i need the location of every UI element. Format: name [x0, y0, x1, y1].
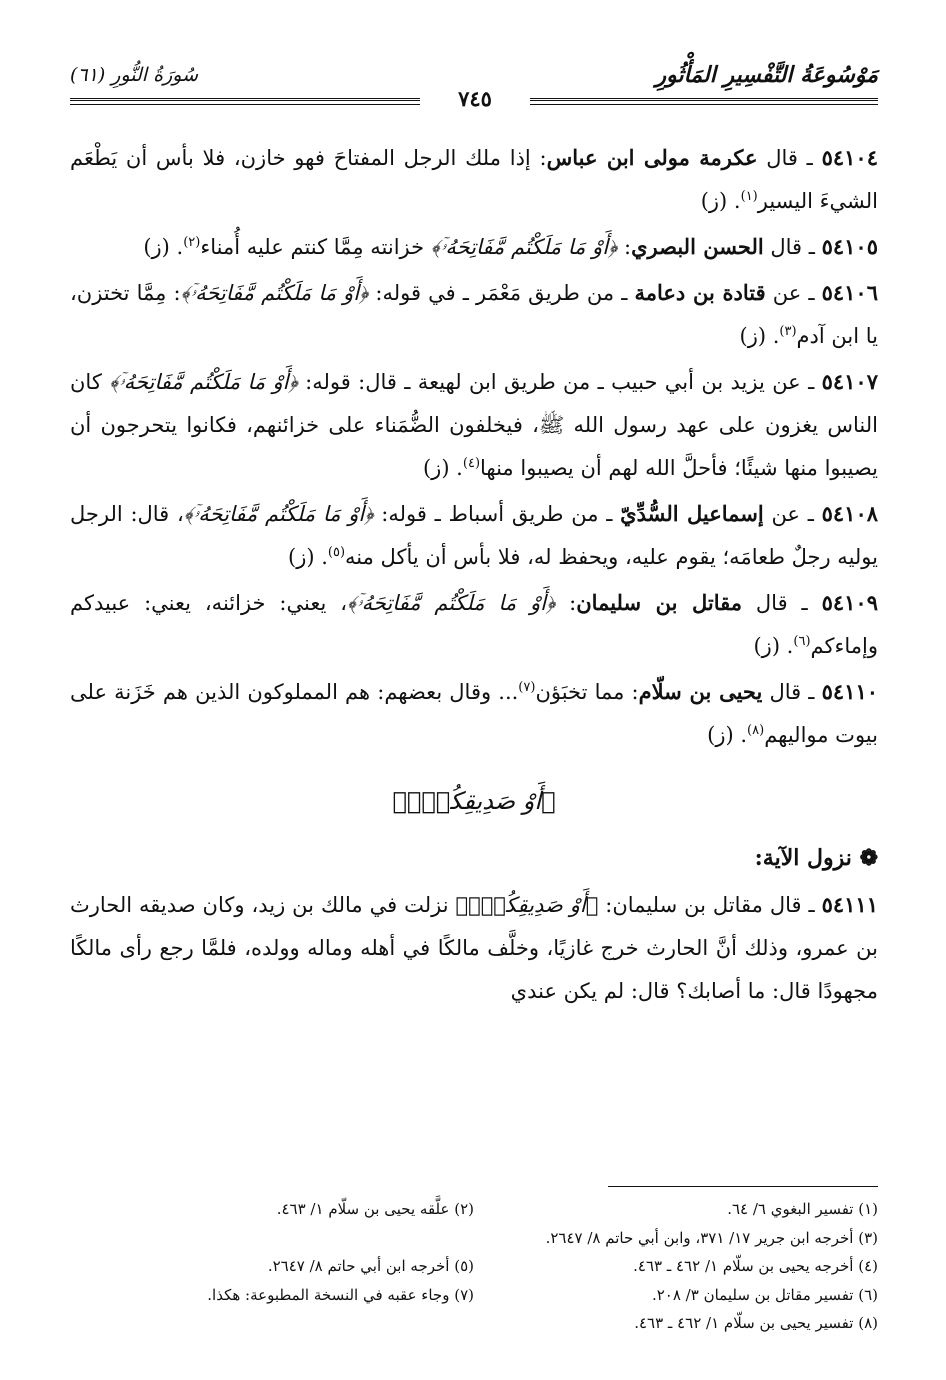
- entry: [70, 136, 878, 223]
- footnote-ref: (٧): [518, 680, 536, 695]
- entry-number: ٥٤١٠٦: [821, 280, 878, 305]
- entry-text: ... وقال بعضهم: هم المملوكون الذين هم خَزَنة على بيوت مواليهم: [70, 680, 878, 747]
- footnote-ref: (٨): [747, 723, 765, 738]
- footnote: (٥) أخرجه ابن أبي حاتم ٨/ ٢٦٤٧.: [267, 1257, 474, 1276]
- entry-text: ـ من طريق أسباط ـ قوله:: [373, 502, 621, 526]
- entry-text: ـ من طريق مَعْمَر ـ في قوله:: [368, 281, 635, 305]
- footnote-ref: (٥): [327, 545, 346, 560]
- quran-quote: ﴿أَوْ صَدِيقِكُمْۚ﴾: [455, 893, 599, 917]
- footnote-ref: (١): [740, 189, 758, 204]
- book-title: مَوْسُوعَةُ التَّفْسِيرِ المَأْثُورِ: [655, 62, 878, 88]
- footnote: (٢) علَّقه يحيى بن سلّام ١/ ٤٦٣.: [276, 1200, 474, 1218]
- entry-list-2: [70, 883, 878, 1013]
- entry: [70, 670, 878, 757]
- entry-text: . (ز): [707, 723, 748, 747]
- footnote-rule: [608, 1186, 878, 1187]
- footnote-row: [70, 1252, 878, 1281]
- entry-text: :: [555, 591, 577, 615]
- surah-title: سُورَةُ النُّورِ (٦١): [70, 64, 198, 86]
- footnote-row: [70, 1195, 878, 1224]
- entry-text: ـ عن يزيد بن أبي حبيب ـ من طريق ابن لهيعة ـ قال: قوله:: [297, 370, 822, 394]
- entry-text: خزانته مِمَّا كنتم عليه أُمناء: [200, 235, 431, 259]
- footnote-ref: (٢): [183, 235, 201, 250]
- quran-quote: ﴿أَوْ مَا مَلَكْتُم مَّفَاتِحَهُۥٓ﴾: [347, 591, 556, 615]
- narrator-name: قتادة بن دعامة: [634, 280, 766, 305]
- footnote: (٣) أخرجه ابن جرير ١٧/ ٣٧١، وابن أبي حاتم ٨/ ٢٦٤٧.: [545, 1228, 878, 1247]
- entry-number: ٥٤١٠٥: [821, 234, 878, 259]
- entry-text: ، يعني: خزائنه، يعني: عبيدكم وإماءكم: [70, 591, 878, 658]
- entry-text: ، قال: الرجل يوليه رجلٌ طعامَه؛ يقوم عليه، ويحفظ له، فلا بأس أن يأكل منه: [70, 502, 878, 569]
- entry-number: ٥٤١٠٨: [821, 501, 879, 526]
- narrator-name: الحسن البصري: [631, 234, 764, 259]
- quran-quote: ﴿أَوْ مَا مَلَكْتُم مَّفَاتِحَهُۥٓ﴾: [109, 370, 298, 394]
- section-title: نزول الآية:: [754, 845, 852, 871]
- narrator-name: عكرمة مولى ابن عباس: [546, 145, 758, 170]
- entry-text: . (ز): [422, 456, 463, 480]
- footnote: (٤) أخرجه يحيى بن سلّام ١/ ٤٦٢ ـ ٤٦٣.: [633, 1257, 878, 1276]
- footnote-list: [70, 1195, 878, 1338]
- entry: [70, 360, 878, 490]
- page-number: ٧٤٥: [420, 86, 530, 111]
- entry-number: ٥٤١١٠: [821, 679, 879, 704]
- footnote-row: [70, 1309, 878, 1338]
- entry-number: ٥٤١٠٤: [821, 145, 878, 170]
- entry-text: : مِمَّا تختزن، يا ابن آدم: [70, 281, 878, 348]
- entry: [70, 271, 878, 358]
- entry-number: ٥٤١١١: [821, 892, 878, 917]
- entry-text: ـ قال: [762, 680, 822, 704]
- entry-text: : إذا ملك الرجل المفتاحَ فهو خازن، فلا بأس أن يَطْعَم الشيءَ اليسير: [70, 146, 878, 213]
- page: [70, 58, 879, 1333]
- footnote: (٧) وجاء عقبه في النسخة المطبوعة: هكذا.: [207, 1285, 474, 1304]
- footnote-ref: (٤): [462, 456, 481, 471]
- entry-text: ـ قال: [757, 146, 822, 170]
- entry-text: . (ز): [753, 634, 794, 658]
- entry-text: : مما تخبَؤن: [535, 680, 639, 704]
- footnote-row: [70, 1281, 878, 1310]
- narrator-name: يحيى بن سلّام: [638, 679, 763, 704]
- footnote: (٦) تفسير مقاتل بن سليمان ٣/ ٢٠٨.: [651, 1285, 878, 1304]
- quran-quote: ﴿أَوْ مَا مَلَكْتُم مَّفَاتِحَهُۥٓ﴾: [183, 502, 374, 526]
- entry-text: . (ز): [739, 324, 780, 348]
- footnotes: [70, 1186, 878, 1338]
- entry: [70, 581, 878, 668]
- main-text: [70, 136, 878, 1015]
- entry: [70, 492, 878, 579]
- center-ayah: ﴿أَوْ صَدِيقِكُمْۚ﴾: [392, 787, 556, 815]
- entry: [70, 883, 878, 1013]
- entry-number: ٥٤١٠٧: [821, 369, 878, 394]
- entry-text: نزلت في مالك بن زيد، وكان صديقه الحارث بن عمرو، وذلك أنَّ الحارث خرج غازيًا، وخلَّف مالكًا في أهله وماله وولده، فلمَّا رجع رأى مالكًا مجهودًا قال: ما أصابك؟ قال: لم يكن عندي: [70, 893, 878, 1003]
- entry-text: ـ قال: [742, 591, 822, 615]
- narrator-name: إسماعيل السُّدِّيّ: [620, 501, 764, 526]
- entry-text: . (ز): [143, 235, 184, 259]
- section-heading: [70, 837, 878, 879]
- entry-number: ٥٤١٠٩: [821, 590, 878, 615]
- entry: [70, 225, 878, 269]
- entry-text: ـ قال مقاتل بن سليمان:: [598, 893, 822, 917]
- footnote-ref: (٦): [793, 634, 811, 649]
- entry-list: [70, 136, 878, 757]
- quran-quote: ﴿أَوْ مَا مَلَكْتُم مَّفَاتِحَهُۥٓ﴾: [430, 235, 618, 259]
- footnote: (٨) تفسير يحيى بن سلّام ١/ ٤٦٢ ـ ٤٦٣.: [634, 1314, 878, 1333]
- star-icon: ❁: [859, 845, 878, 871]
- entry-text: ـ عن: [763, 502, 822, 526]
- entry-text: :: [617, 235, 632, 259]
- footnote-row: [70, 1224, 878, 1253]
- quran-quote: ﴿أَوْ مَا مَلَكْتُم مَّفَاتِحَهُۥٓ﴾: [180, 281, 369, 305]
- footnote: (١) تفسير البغوي ٦/ ٦٤.: [727, 1200, 878, 1218]
- entry-text: ـ عن: [765, 281, 822, 305]
- footnote-ref: (٣): [779, 324, 797, 339]
- narrator-name: مقاتل بن سليمان: [576, 590, 743, 615]
- entry-text: ـ قال: [763, 235, 822, 259]
- entry-text: . (ز): [288, 545, 328, 569]
- page-header: [70, 58, 878, 111]
- entry-text: . (ز): [700, 189, 741, 213]
- entry-text: كان الناس يغزون على عهد رسول الله ﷺ، فيخلفون الضُّمَناء على خزائنهم، فكانوا يتحرجون أن يصيبوا منها شيئًا؛ فأحلَّ الله لهم أن يصيبوا منها: [70, 370, 878, 480]
